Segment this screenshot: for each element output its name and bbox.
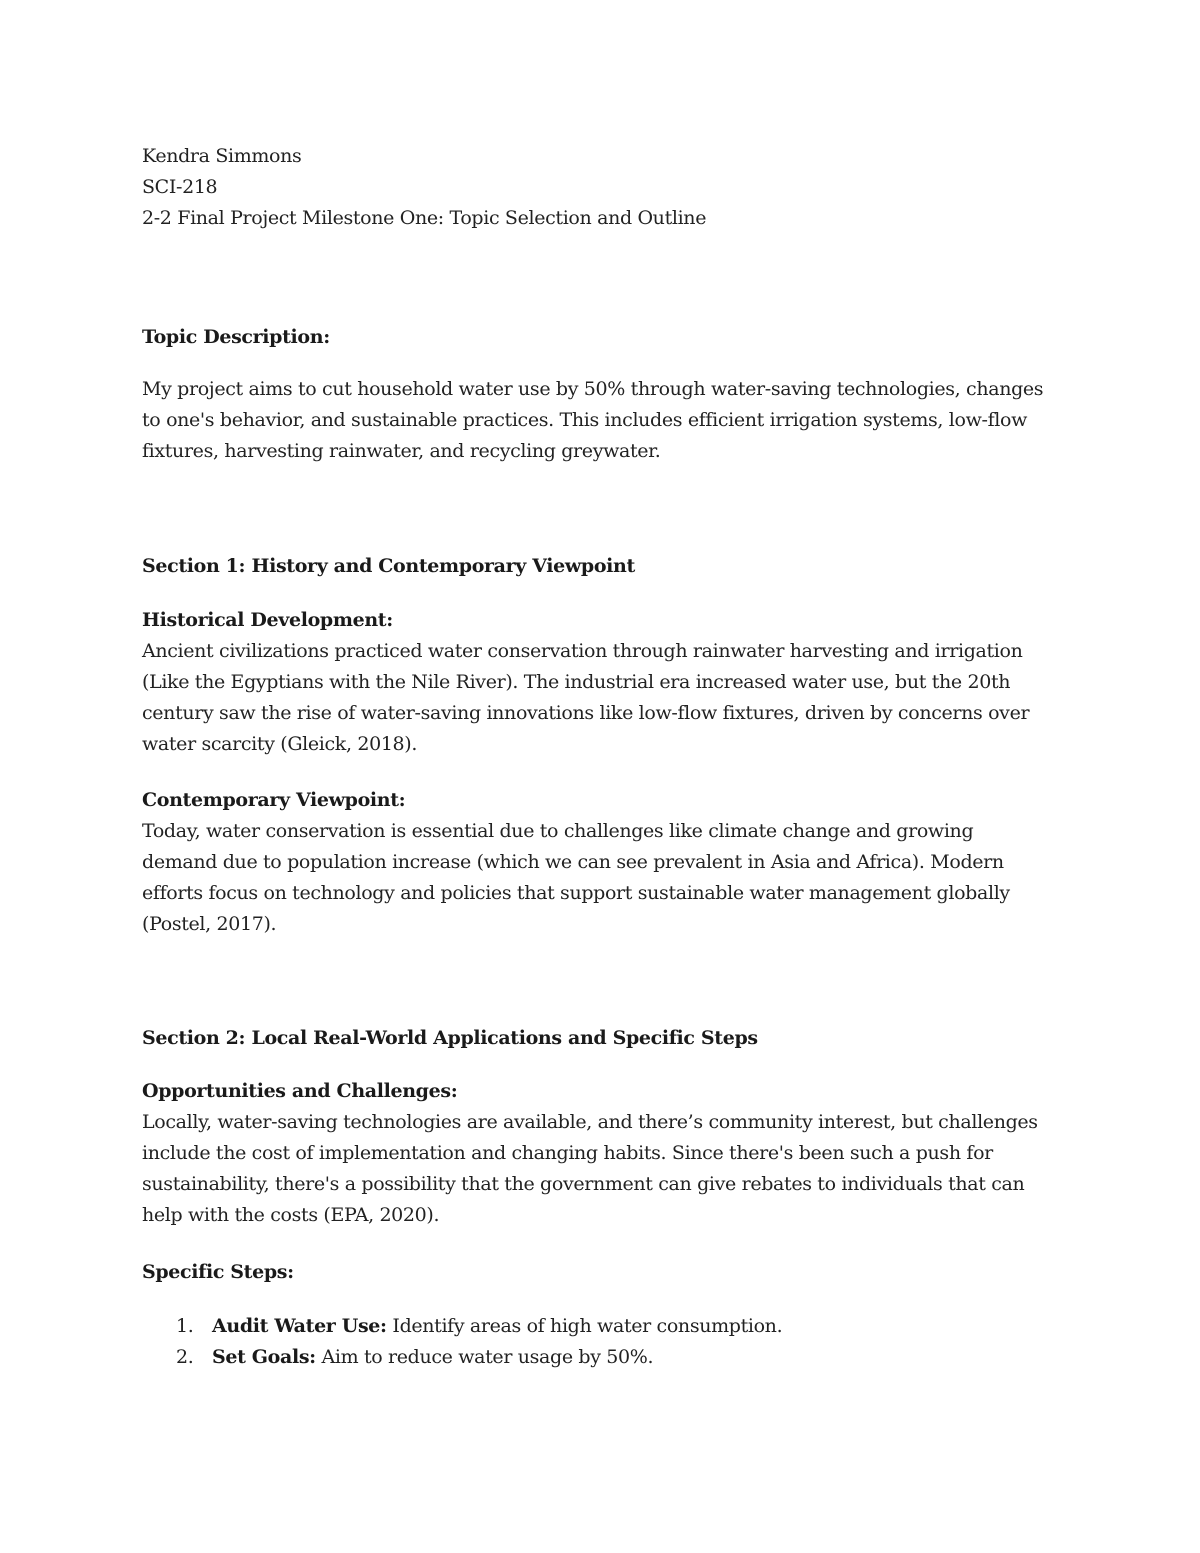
historical-line: century saw the rise of water-saving innovations like low-flow fixtures, driven by concerns over	[142, 702, 1030, 724]
opportunities-line: Locally, water-saving technologies are available, and there’s community interest, but challenges	[142, 1111, 1038, 1133]
author-name: Kendra Simmons	[142, 145, 302, 167]
topic-line: fixtures, harvesting rainwater, and recycling greywater.	[142, 440, 661, 462]
list-item-label: Set Goals:	[212, 1346, 316, 1368]
steps-heading: Specific Steps:	[142, 1261, 294, 1283]
contemporary-line: efforts focus on technology and policies that support sustainable water management globally	[142, 882, 1010, 904]
contemporary-line: demand due to population increase (which we can see prevalent in Asia and Africa). Modern	[142, 851, 1004, 873]
topic-line: to one's behavior, and sustainable practices. This includes efficient irrigation systems, low-flow	[142, 409, 1028, 431]
topic-heading: Topic Description:	[142, 326, 330, 348]
section2-heading: Section 2: Local Real-World Applications and Specific Steps	[142, 1027, 758, 1049]
contemporary-line: (Postel, 2017).	[142, 913, 277, 935]
topic-line: My project aims to cut household water use by 50% through water-saving technologies, changes	[142, 378, 1044, 400]
contemporary-line: Today, water conservation is essential due to challenges like climate change and growing	[142, 820, 974, 842]
list-item-number: 1.	[176, 1315, 194, 1337]
historical-line: (Like the Egyptians with the Nile River). The industrial era increased water use, but the 20th	[142, 671, 1011, 693]
opportunities-heading: Opportunities and Challenges:	[142, 1080, 458, 1102]
opportunities-line: help with the costs (EPA, 2020).	[142, 1204, 440, 1226]
list-item-number: 2.	[176, 1346, 194, 1368]
course-code: SCI-218	[142, 176, 218, 198]
historical-line: water scarcity (Gleick, 2018).	[142, 733, 418, 755]
section1-heading: Section 1: History and Contemporary Viewpoint	[142, 555, 635, 577]
historical-heading: Historical Development:	[142, 609, 393, 631]
contemporary-heading: Contemporary Viewpoint:	[142, 789, 406, 811]
list-item-text: Aim to reduce water usage by 50%.	[315, 1346, 654, 1368]
list-item-label: Audit Water Use:	[212, 1315, 387, 1337]
list-item-text: Identify areas of high water consumption.	[386, 1315, 783, 1337]
assignment-title: 2-2 Final Project Milestone One: Topic Selection and Outline	[142, 207, 707, 229]
historical-line: Ancient civilizations practiced water conservation through rainwater harvesting and irrigation	[142, 640, 1023, 662]
opportunities-line: sustainability, there's a possibility that the government can give rebates to individuals that can	[142, 1173, 1025, 1195]
opportunities-line: include the cost of implementation and changing habits. Since there's been such a push for	[142, 1142, 993, 1164]
